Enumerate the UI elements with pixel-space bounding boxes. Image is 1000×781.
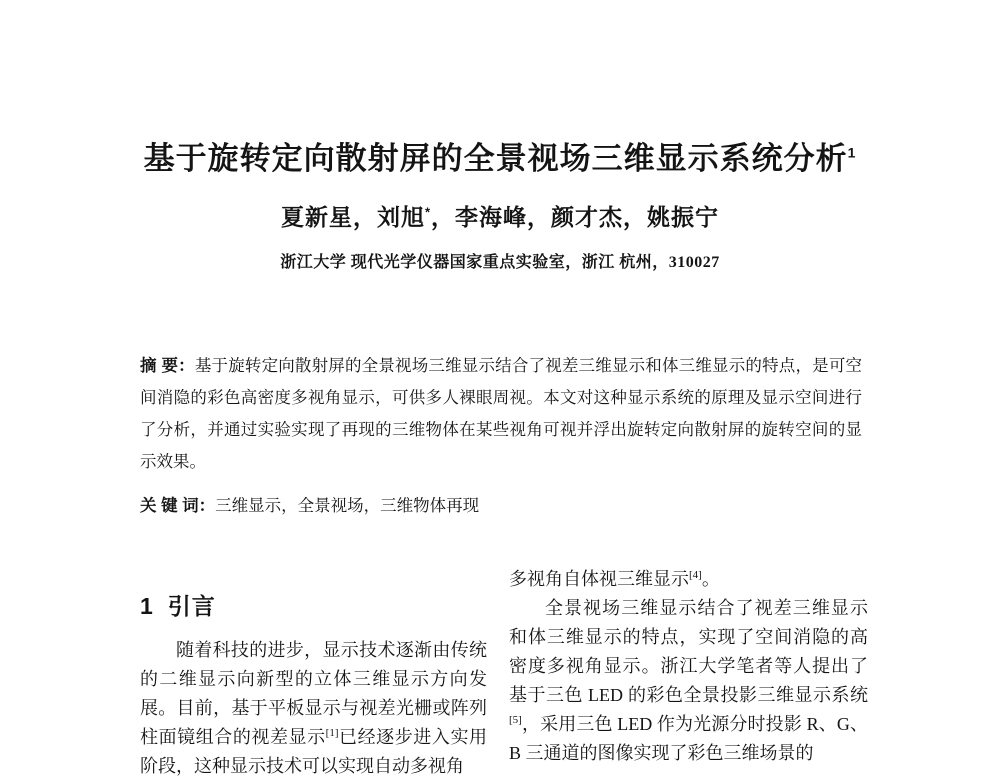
intro-paragraph-left [140,636,487,781]
citation-ref-1: [1] [325,727,339,739]
right-text-2: 。 [701,569,720,589]
left-column [140,563,487,781]
corresponding-author-mark: * [424,204,432,220]
keywords-line [140,492,862,516]
abstract-text: 基于旋转定向散射屏的全景视场三维显示结合了视差三维显示和体三维显示的特点，是可空间消隐的彩色高密度多视角显示，可供多人裸眼周视。本文对这种显示系统的原理及显示空间进行了分析，并通过实验实现了再现的三维物体在某些视角可视并浮出旋转定向散射屏的旋转空间的显示效果。 [140,356,862,471]
section-1-number: 1 [140,593,154,619]
authors-part2: ，李海峰，颜才杰，姚振宁 [431,204,720,230]
two-column-body [140,563,868,776]
citation-ref-5: [5] [509,714,522,726]
right-text-3: 全景视场三维显示结合了视差三维显示和体三维显示的特点，实现了空间消隐的高密度多视角显示。浙江大学笔者等人提出了基于三色 LED 的彩色全景投影三维显示系统 [509,598,868,705]
keywords-text: 三维显示，全景视场，三维物体再现 [215,496,480,515]
panoramic-paragraph-right [509,594,868,768]
abstract-label: 摘 要： [140,357,195,375]
citation-ref-4: [4] [689,569,702,581]
title-footnote-mark: 1 [847,144,857,161]
right-column [509,563,868,768]
section-1-heading [140,563,487,621]
abstract-paragraph [140,350,862,478]
right-text-4: ，采用三色 LED 作为光源分时投影 R、G、B 三通道的图像实现了彩色三维场景的 [509,714,868,763]
authors-part1: 夏新星，刘旭 [280,204,425,230]
intro-left-text-2: 已经逐步进入实用阶段，这种显示技术可以实现自动多视角 [140,727,488,776]
continuation-paragraph-right [509,565,868,594]
section-1-title: 引言 [167,593,216,619]
paper-title-text: 基于旋转定向散射屏的全景视场三维显示系统分析 [143,141,848,176]
affiliation-line: 浙江大学 现代光学仪器国家重点实验室，浙江 杭州，310027 [280,254,720,271]
paper-title [0,133,1000,178]
keywords-label: 关 键 词： [140,497,216,515]
author-line [0,199,1000,232]
right-text-1: 多视角自体视三维显示 [509,569,689,589]
intro-left-text-1: 随着科技的进步，显示技术逐渐由传统的二维显示向新型的立体三维显示方向发展。目前，基于平板显示与视差光栅或阵列柱面镜组合的视差显示 [140,640,487,747]
